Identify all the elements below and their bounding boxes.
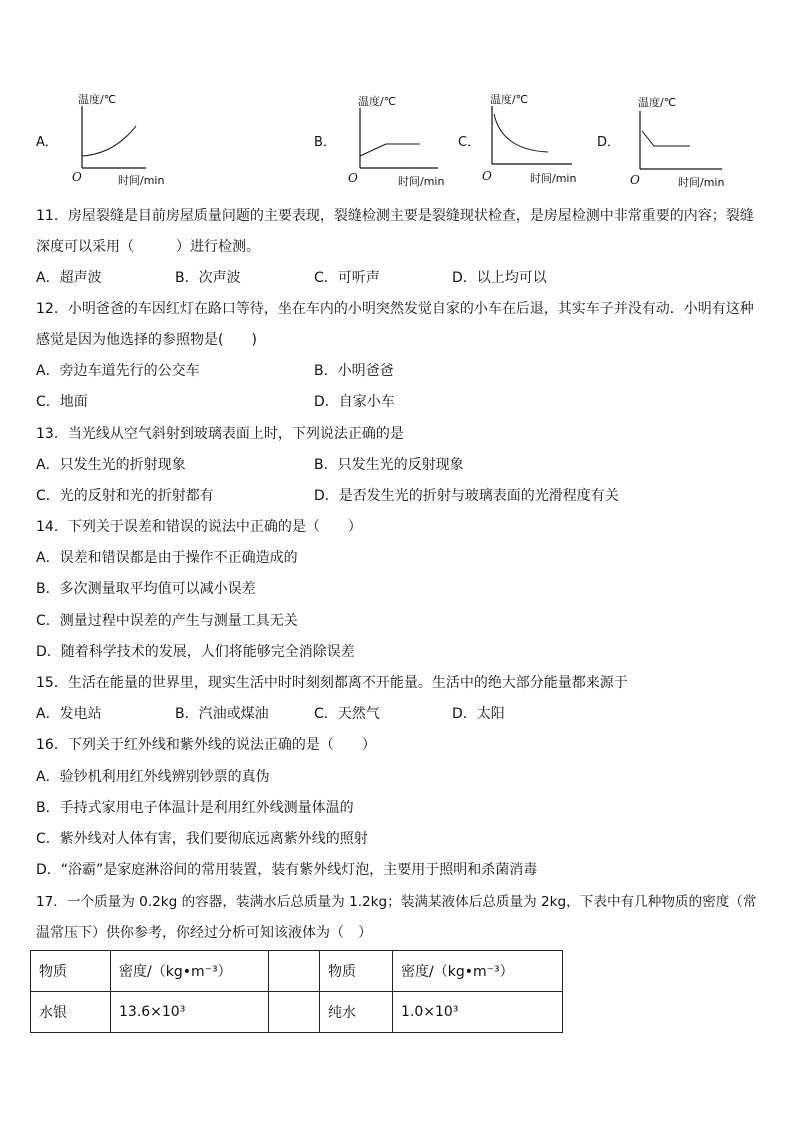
- graph-d-xlabel: 时间/min: [678, 176, 725, 189]
- graph-a: [64, 88, 194, 188]
- q13-stem: 13．当光线从空气斜射到玻璃表面上时，下列说法正确的是: [36, 426, 404, 442]
- q13-option-d: D．是否发生光的折射与玻璃表面的光滑程度有关: [314, 488, 619, 504]
- q13-option-a: A．只发生光的折射现象: [36, 457, 186, 473]
- q17-stem-line2: 温常压下）供你参考，你经过分析可知该液体为（ ）: [36, 925, 372, 941]
- q11-option-b: B．次声波: [175, 270, 241, 286]
- graph-d-ylabel: 温度/℃: [638, 96, 677, 109]
- q13-option-c: C．光的反射和光的折射都有: [36, 488, 214, 504]
- graph-a-xlabel: 时间/min: [118, 174, 165, 187]
- table-header-substance: 物质: [31, 951, 111, 992]
- q14-option-d: D．随着科学技术的发展，人们将能够完全消除误差: [36, 644, 355, 660]
- q12-stem-line1: 12．小明爸爸的车因红灯在路口等待，坐在车内的小明突然发觉自家的小车在后退，其实车子并没有动．小明有这种: [36, 301, 754, 317]
- graph-d: [622, 91, 752, 191]
- q12-option-d: D．自家小车: [314, 394, 395, 410]
- graph-d-letter: D．: [597, 135, 621, 150]
- graph-b-ylabel: 温度/℃: [358, 95, 397, 108]
- graph-c-xlabel: 时间/min: [530, 172, 577, 185]
- graph-c-origin: O: [482, 169, 492, 183]
- graph-c-letter: C．: [458, 135, 481, 150]
- table-header-density-2: 密度/（kg•m⁻³）: [393, 951, 563, 992]
- table-cell-pure-water-density: 1.0×10³: [393, 992, 563, 1033]
- q16-option-a: A．验钞机利用红外线辨别钞票的真伪: [36, 769, 270, 785]
- table-spacer-cell: [269, 951, 320, 992]
- q14-option-b: B．多次测量取平均值可以减小误差: [36, 581, 256, 597]
- graph-a-origin: O: [72, 170, 82, 184]
- q16-option-c: C．紫外线对人体有害，我们要彻底远离紫外线的照射: [36, 831, 368, 847]
- q15-stem: 15．生活在能量的世界里，现实生活中时时刻刻都离不开能量。生活中的绝大部分能量都来源于: [36, 675, 628, 691]
- q11-stem-line1: 11．房屋裂缝是目前房屋质量问题的主要表现，裂缝检测主要是裂缝现状检查，是房屋检测中非常重要的内容；裂缝: [36, 208, 754, 224]
- graph-d-origin: O: [630, 173, 640, 187]
- q12-stem-line2: 感觉是因为他选择的参照物是( ): [36, 332, 257, 348]
- q11-option-a: A．超声波: [36, 270, 102, 286]
- table-cell-mercury: 水银: [31, 992, 111, 1033]
- q11-stem-line2: 深度可以采用（ ）进行检测。: [36, 239, 260, 255]
- graph-a-ylabel: 温度/℃: [78, 93, 117, 106]
- density-table: [30, 950, 563, 1033]
- q15-option-d: D．太阳: [452, 706, 505, 722]
- q14-stem: 14．下列关于误差和错误的说法中正确的是（ ）: [36, 519, 362, 535]
- q14-option-c: C．测量过程中误差的产生与测量工具无关: [36, 613, 298, 629]
- q17-stem-line1: 17．一个质量为 0.2kg 的容器，装满水后总质量为 1.2kg；装满某液体后总质量为 2kg，下表中有几种物质的密度（常: [36, 894, 757, 910]
- graph-b-xlabel: 时间/min: [398, 175, 445, 188]
- table-cell-mercury-density: 13.6×10³: [111, 992, 269, 1033]
- table-cell-pure-water: 纯水: [320, 992, 393, 1033]
- q16-stem: 16．下列关于红外线和紫外线的说法正确的是（ ）: [36, 737, 376, 753]
- graph-c: [476, 88, 606, 188]
- graph-b-letter: B．: [314, 135, 336, 150]
- graph-a-letter: A．: [36, 135, 58, 150]
- table-header-substance-2: 物质: [320, 951, 393, 992]
- graph-c-ylabel: 温度/℃: [490, 93, 529, 106]
- table-spacer-cell: [269, 992, 320, 1033]
- q12-option-c: C．地面: [36, 394, 88, 410]
- q12-option-a: A．旁边车道先行的公交车: [36, 363, 200, 379]
- q14-option-a: A．误差和错误都是由于操作不正确造成的: [36, 550, 298, 566]
- table-row: [31, 992, 563, 1033]
- table-row: [31, 951, 563, 992]
- graph-b-origin: O: [348, 171, 358, 185]
- q12-option-b: B．小明爸爸: [314, 363, 394, 379]
- q16-option-b: B．手持式家用电子体温计是利用红外线测量体温的: [36, 800, 354, 816]
- table-header-density: 密度/（kg•m⁻³）: [111, 951, 269, 992]
- q11-option-d: D．以上均可以: [452, 270, 547, 286]
- q15-option-b: B．汽油或煤油: [175, 706, 269, 722]
- graph-b: [342, 90, 472, 190]
- q15-option-c: C．天然气: [314, 706, 380, 722]
- q13-option-b: B．只发生光的反射现象: [314, 457, 464, 473]
- q15-option-a: A．发电站: [36, 706, 102, 722]
- q11-option-c: C．可听声: [314, 270, 380, 286]
- q16-option-d: D．“浴霸”是家庭淋浴间的常用装置，装有紫外线灯泡，主要用于照明和杀菌消毒: [36, 862, 538, 878]
